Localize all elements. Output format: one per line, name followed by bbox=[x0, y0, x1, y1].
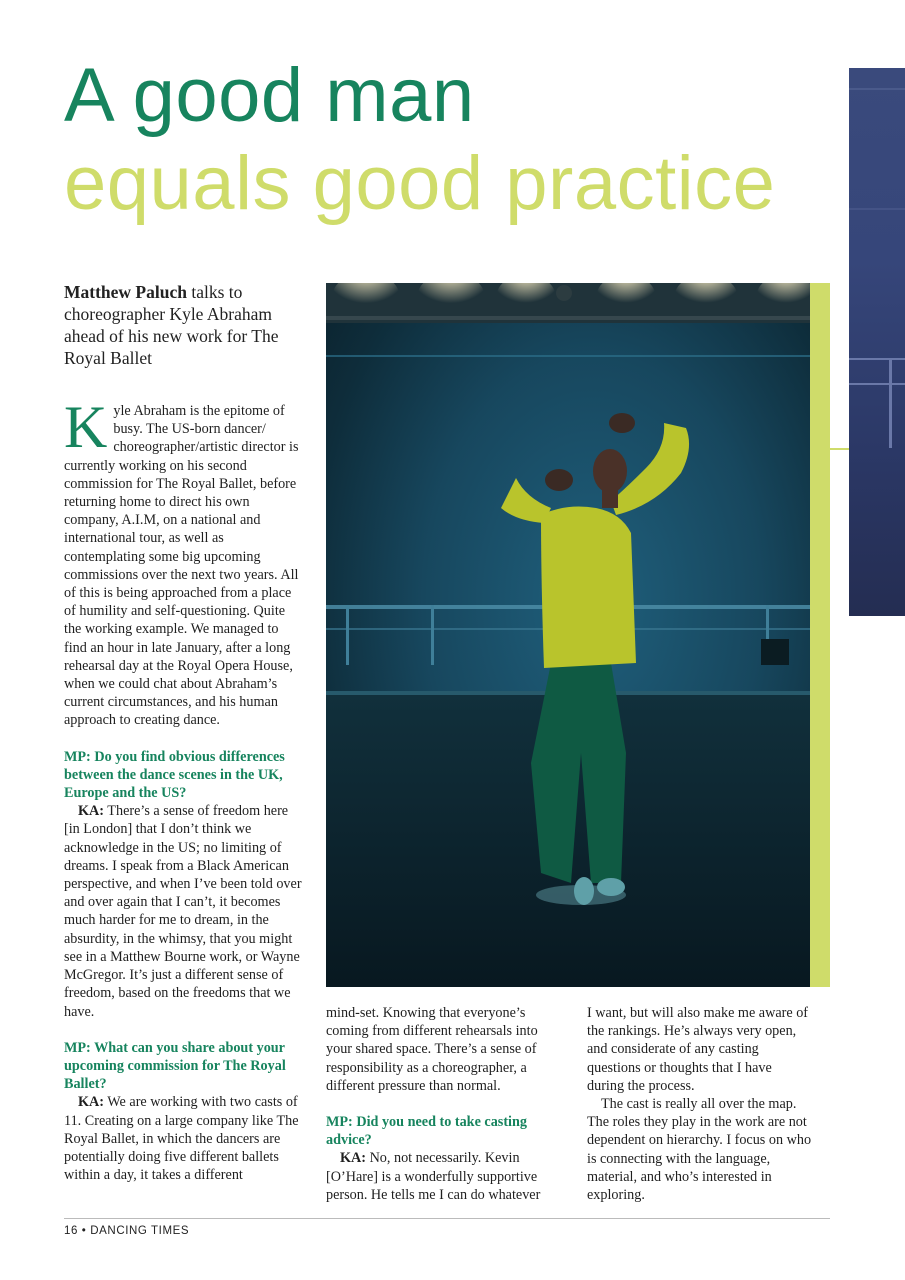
footer-separator: • bbox=[81, 1225, 87, 1237]
answer-2 bbox=[64, 1093, 303, 1184]
speaker-label: KA: bbox=[78, 803, 105, 820]
answer-3-text: No, not necessarily. Kevin [O’Hare] is a wonderfully supportive person. He tells me I can do whatever bbox=[326, 1150, 541, 1203]
column-1 bbox=[64, 394, 303, 1184]
column-3-continued: I want, but will also make me aware of the rankings. He’s always very open, and considerate of any casting questions or thoughts that I have during the process. bbox=[587, 1005, 809, 1094]
answer-3 bbox=[326, 1149, 561, 1204]
speaker-label: KA: bbox=[78, 1094, 105, 1111]
photo-accent-bar bbox=[810, 283, 830, 987]
drop-cap: K bbox=[64, 394, 108, 460]
page-footer bbox=[64, 1225, 189, 1237]
standfirst bbox=[64, 281, 314, 369]
question-2: MP: What can you share about your upcoming commission for The Royal Ballet? bbox=[64, 1039, 286, 1093]
speaker-label: KA: bbox=[340, 1150, 367, 1167]
intro-text: yle Abraham is the epitome of busy. The US-born dancer/ choreographer/artistic director is currently working on his second commission for The Royal Ballet, before returning home to direct his own company, A.I.M, on a national and international tour, as well as contemplating some big upcoming commissions over the next two years. All of this is being approached from a place of humility and self-questioning. Quite the working example. We managed to find an hour in late January, after a long rehearsal day at the Royal Opera House, when we could chat about Abraham’s current circumstances, and his human approach to creating dance. bbox=[64, 403, 299, 729]
answer-1 bbox=[64, 802, 303, 1020]
headline-line-1: A good man bbox=[64, 53, 475, 138]
dancer-photo bbox=[326, 283, 810, 987]
answer-1-text: There’s a sense of freedom here [in London] that I don’t think we acknowledge in the US; no limiting of dreams. I speak from a Black American perspective, and when I’ve been told over and over again that I can’t, it becomes much harder for me to dream, in the absurdity, in the whimsy, that you might see in a Matthew Bourne work, or Wayne McGregor. It’s just a different sense of freedom, based on the freedoms that we have. bbox=[64, 803, 302, 1020]
intro-paragraph bbox=[64, 394, 303, 730]
question-3: MP: Did you need to take casting advice? bbox=[326, 1114, 527, 1149]
answer-2-text: We are working with two casts of 11. Creating on a large company like The Royal Ballet, in which the dancers are potentially doing five different ballets within a day, it takes a different bbox=[64, 1094, 299, 1184]
question-1: MP: Do you find obvious differences between the dance scenes in the UK, Europe and the US? bbox=[64, 748, 285, 802]
headline-line-2: equals good practice bbox=[64, 141, 776, 226]
page-number: 16 bbox=[64, 1225, 78, 1237]
standfirst-author: Matthew Paluch bbox=[64, 282, 187, 302]
decorative-rule bbox=[830, 448, 849, 450]
column-3-paragraph: The cast is really all over the map. The roles they play in the work are not dependent on hierarchy. I focus on who is connecting with the language, material, and who’s interested in exploring. bbox=[587, 1096, 812, 1204]
standfirst-text: talks to choreographer Kyle Abraham ahead of his new work for The Royal Ballet bbox=[64, 282, 279, 368]
column-2-continued: mind-set. Knowing that everyone’s coming from different rehearsals into your shared space. There’s a sense of responsibility as a choreographer, a different pressure than normal. bbox=[326, 1005, 538, 1094]
column-2 bbox=[326, 1004, 561, 1204]
adjacent-photo-strip bbox=[849, 68, 905, 616]
column-3 bbox=[587, 1004, 812, 1204]
footer-rule bbox=[64, 1218, 830, 1219]
dancer-photo-illustration bbox=[326, 283, 810, 987]
publication-name: DANCING TIMES bbox=[90, 1225, 190, 1237]
